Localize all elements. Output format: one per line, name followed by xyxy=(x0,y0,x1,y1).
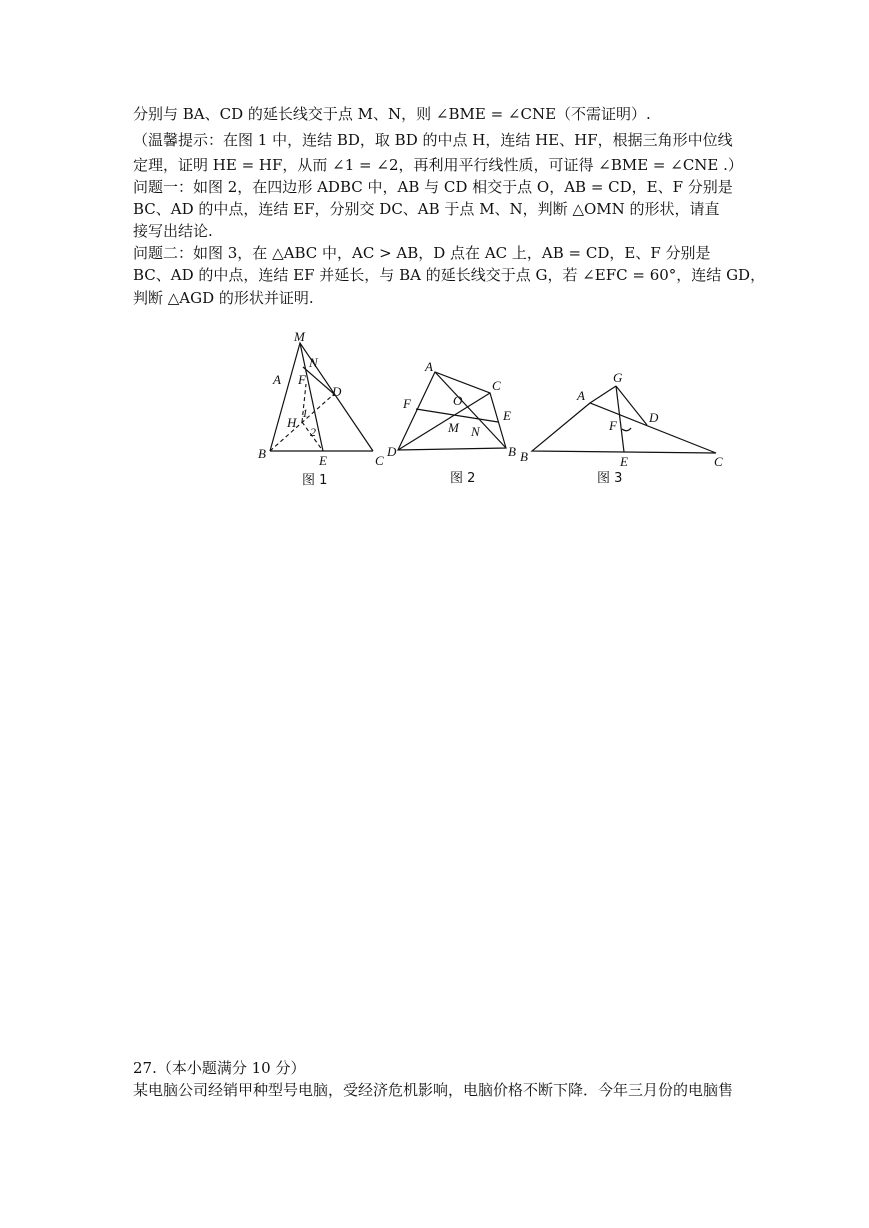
paragraph-line: 问题一：如图 2，在四边形 ADBC 中，AB 与 CD 相交于点 O，AB = CD，E、F 分别是 xyxy=(133,178,733,196)
figure-2-label-n: N xyxy=(471,424,480,439)
figure-3-line-ag xyxy=(590,386,616,403)
figure-3-label-e: E xyxy=(620,454,628,469)
figure-1-label-c: C xyxy=(375,453,384,468)
figure-3-line-ge xyxy=(616,386,624,452)
figure-2-label-e: E xyxy=(503,408,511,423)
figure-3-label-d: D xyxy=(649,410,659,425)
figure-2-caption: 图 2 xyxy=(450,471,476,486)
paragraph-line: 问题二：如图 3，在 △ABC 中，AC > AB，D 点在 AC 上，AB = CD，E、F 分别是 xyxy=(133,244,711,262)
figure-2-quadrilateral xyxy=(398,372,506,450)
figure-3-angle-mark xyxy=(622,428,631,431)
figure-1-label-a: A xyxy=(273,372,281,387)
question-27-text: 某电脑公司经销甲种型号电脑，受经济危机影响，电脑价格不断下降．今年三月份的电脑售 xyxy=(133,1081,734,1099)
figure-2-label-c: C xyxy=(492,378,501,393)
figure-3-label-g: G xyxy=(613,370,623,385)
paragraph-line: 分别与 BA、CD 的延长线交于点 M、N，则 ∠BME = ∠CNE（不需证明）. xyxy=(133,105,651,123)
paragraph-line: 判断 △AGD 的形状并证明. xyxy=(133,289,314,307)
figure-3-label-f: F xyxy=(609,418,617,433)
figure-2-label-b: B xyxy=(508,444,516,459)
figure-1-label-angle-1: 1 xyxy=(302,406,308,420)
figure-1-triangle xyxy=(270,343,373,451)
question-27-heading: 27.（本小题满分 10 分） xyxy=(133,1059,306,1077)
figure-1-label-d: D xyxy=(332,384,342,399)
figure-2-label-m: M xyxy=(448,420,459,435)
paragraph-line: 定理，证明 HE = HF，从而 ∠1 = ∠2，再利用平行线性质，可证得 ∠BME = ∠CNE .） xyxy=(133,156,743,174)
figure-2 xyxy=(385,358,525,488)
figure-1-label-e: E xyxy=(319,453,327,468)
figure-3 xyxy=(515,366,730,488)
paragraph-line: BC、AD 的中点，连结 EF 并延长，与 BA 的延长线交于点 G，若 ∠EFC = 60°，连结 GD， xyxy=(133,266,766,284)
figure-2-label-f: F xyxy=(403,396,411,411)
figure-1-label-m: M xyxy=(294,329,305,344)
paragraph-line: BC、AD 的中点，连结 EF，分别交 DC、AB 于点 M、N，判断 △OMN 的形状，请直 xyxy=(133,200,720,218)
figure-2-label-a: A xyxy=(425,359,433,374)
figure-2-label-d: D xyxy=(387,444,397,459)
figure-3-label-a: A xyxy=(577,388,585,403)
figure-1-label-angle-2: 2 xyxy=(310,425,316,439)
paragraph-line: 接写出结论. xyxy=(133,222,213,240)
figure-1-caption: 图 1 xyxy=(302,473,328,488)
figure-3-caption: 图 3 xyxy=(597,471,623,486)
figure-1-label-h: H xyxy=(287,415,297,430)
figure-1-label-n: N xyxy=(309,355,318,370)
figure-3-label-c: C xyxy=(714,454,723,469)
figure-2-label-o: O xyxy=(453,393,463,408)
figure-1 xyxy=(250,328,395,488)
figure-1-label-b: B xyxy=(258,446,266,461)
figure-3-label-b: B xyxy=(520,449,528,464)
figure-1-label-f: F xyxy=(298,372,306,387)
paragraph-line: （温馨提示：在图 1 中，连结 BD，取 BD 的中点 H，连结 HE、HF，根据三角形中位线 xyxy=(133,131,733,149)
figure-3-triangle xyxy=(532,403,716,453)
